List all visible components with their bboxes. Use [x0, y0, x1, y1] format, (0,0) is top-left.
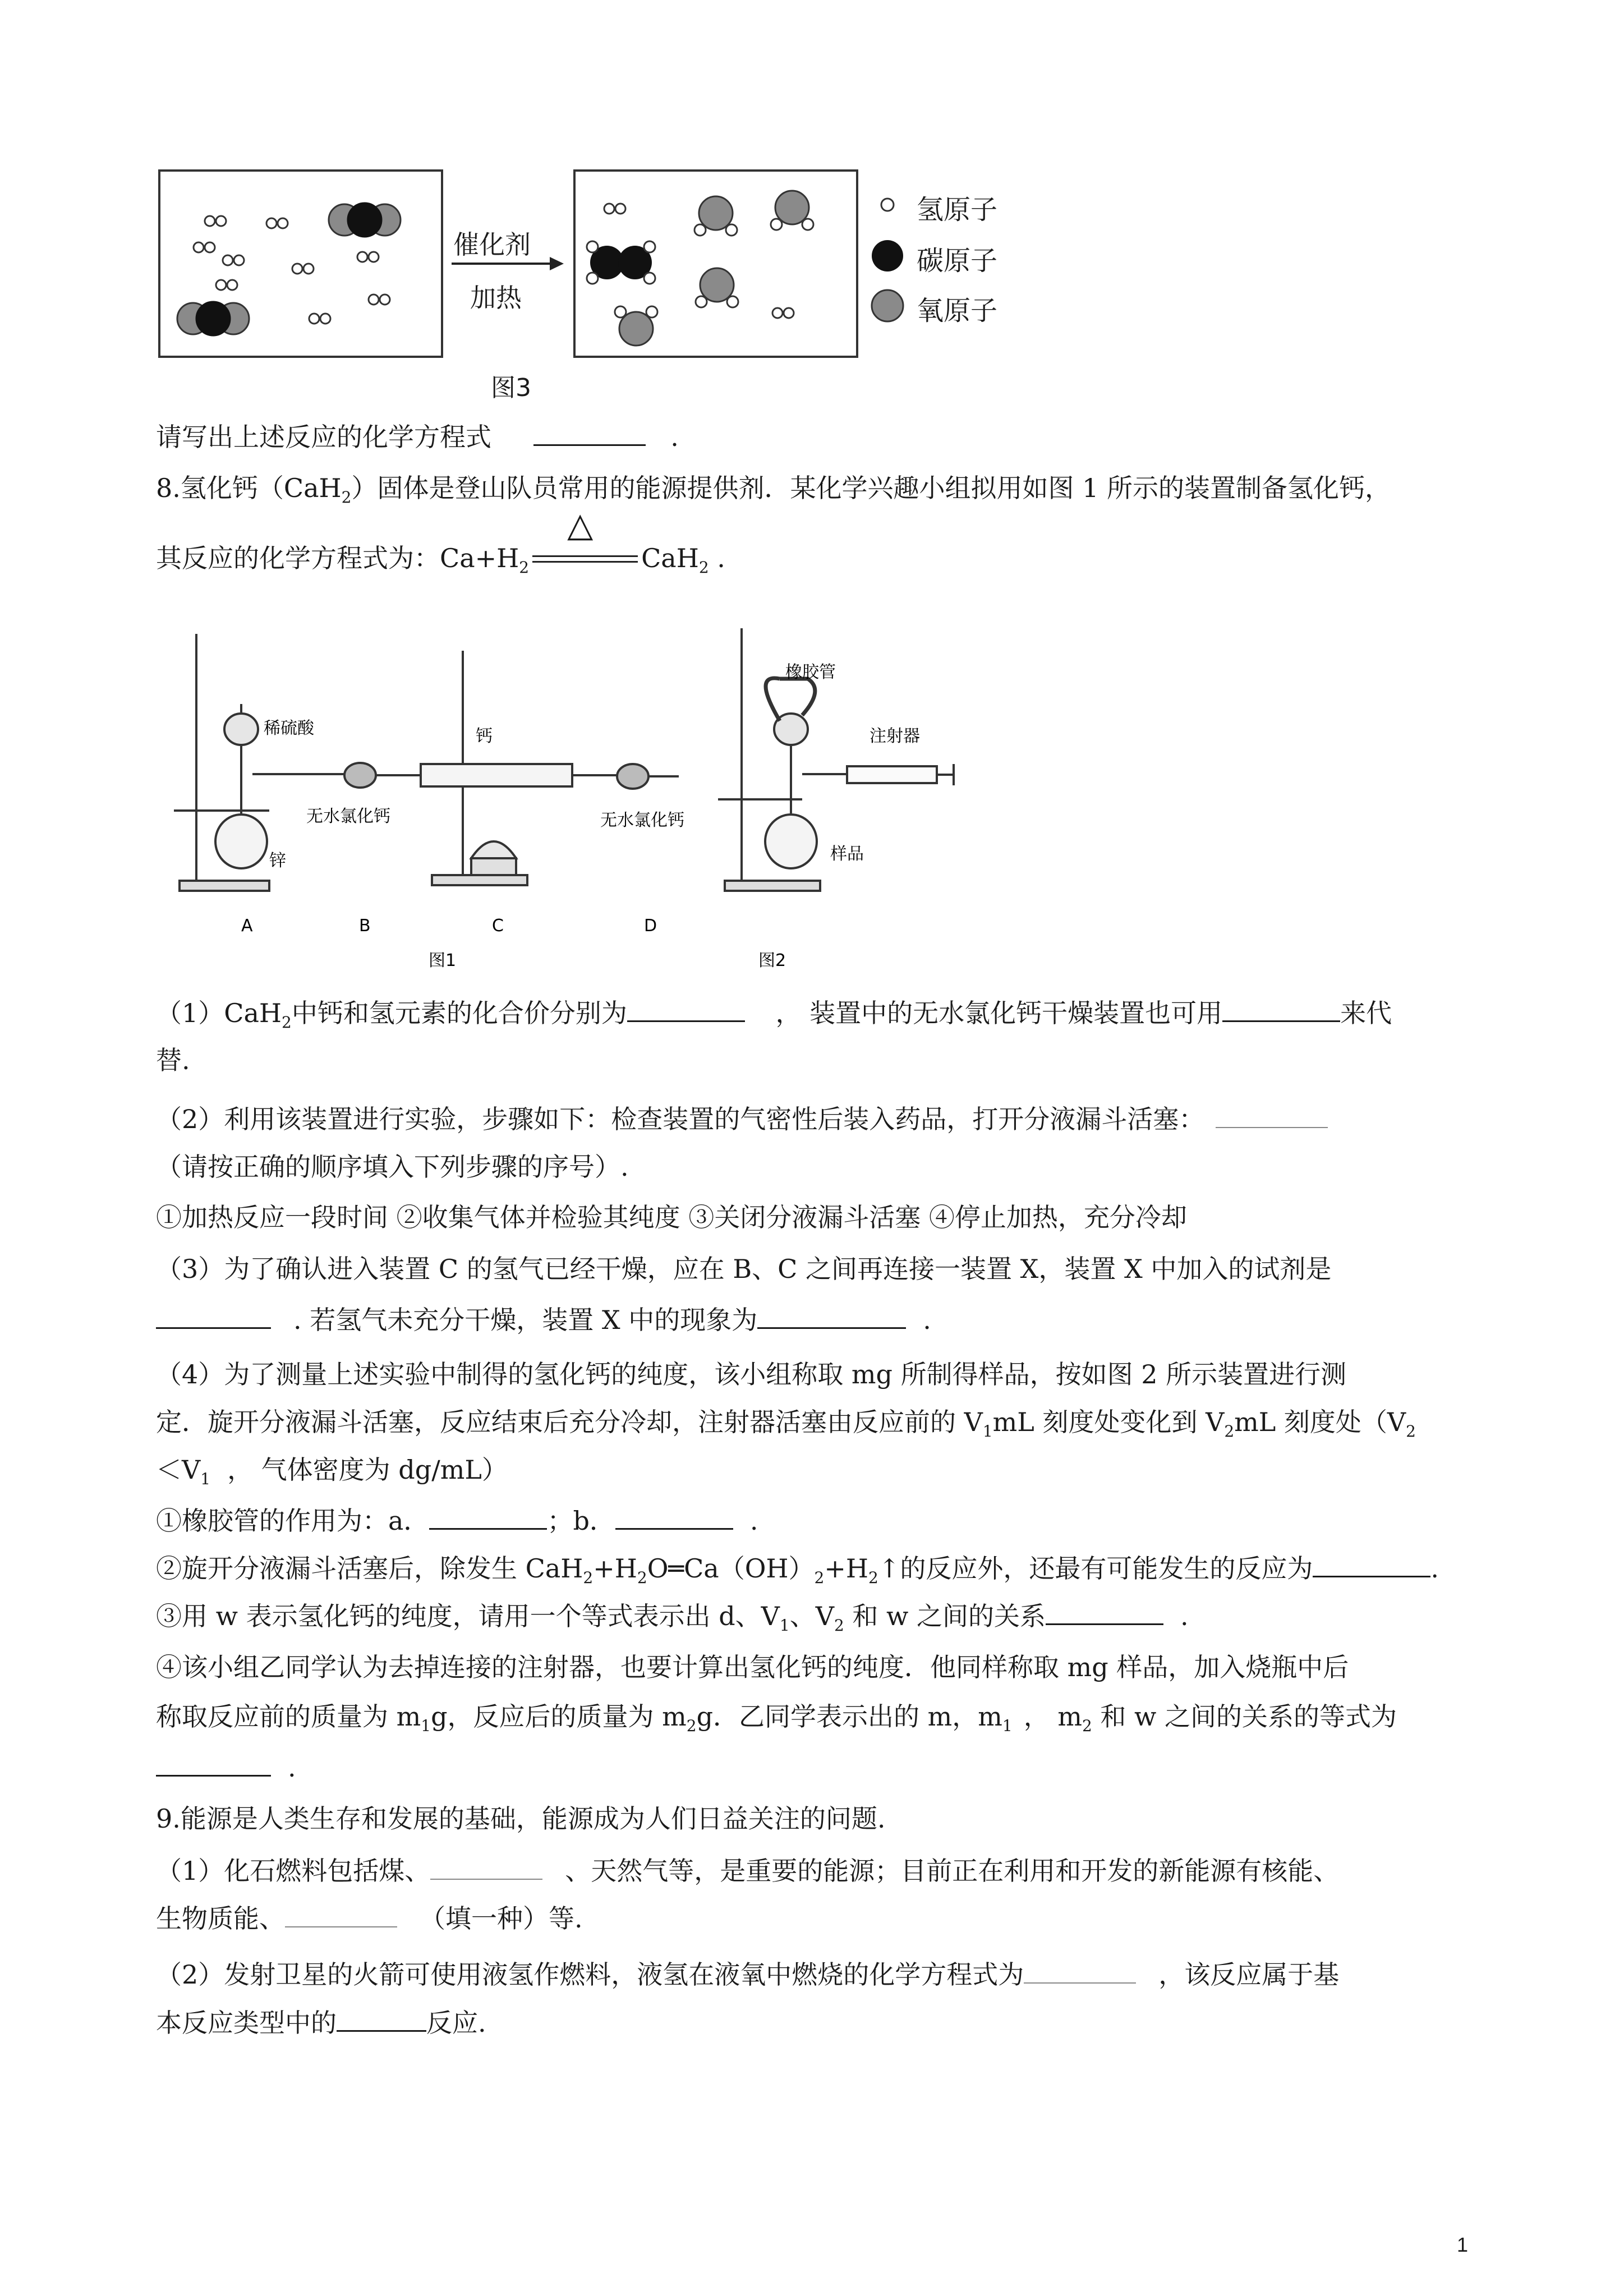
- q8-part4-line3: $<V_1$ ， 气体密度为 dg/mL）: [156, 1455, 508, 1488]
- arrow-label-catalyst: 催化剂: [453, 229, 531, 260]
- q8-p4-blank-relation[interactable]: [1046, 1599, 1163, 1625]
- label-zinc: 锌: [269, 851, 286, 871]
- legend-symbols: [867, 188, 912, 323]
- label-syringe: 注射器: [869, 726, 920, 746]
- q8-p4-blank-a[interactable]: [429, 1503, 547, 1530]
- label-rubber-tube: 橡胶管: [785, 662, 836, 682]
- arrow-label-heat: 加热: [470, 283, 522, 313]
- product-molecules: [576, 172, 856, 356]
- q8-intro-2: 其反应的化学方程式为：$Ca+H_2$ △ CaH$_2$ .: [156, 505, 725, 577]
- legend-hydrogen-label: 氢原子: [917, 194, 998, 226]
- q9-p1-blank-new-energy[interactable]: [285, 1902, 397, 1927]
- legend-carbon-label: 碳原子: [917, 245, 998, 277]
- label-cacl2-d: 无水氯化钙: [600, 811, 684, 830]
- apparatus-figure: [157, 617, 976, 976]
- q8-p4-blank-mass-equation[interactable]: [156, 1750, 271, 1777]
- heat-triangle-symbol: △: [567, 505, 594, 545]
- q8-p2-blank-order[interactable]: [1216, 1102, 1328, 1128]
- label-sample: 样品: [830, 844, 864, 864]
- q8-part3-line2: . 若氢气未充分干燥，装置 X 中的现象为 .: [156, 1303, 931, 1337]
- q8-part4-sub2: ②旋开分液漏斗活塞后，除发生 $CaH_2+H_2O═Ca(OH)_2+H_2↑$的反应外，还最有可能发生的反应为 .: [156, 1551, 1439, 1585]
- label-cacl2-b: 无水氯化钙: [306, 807, 390, 826]
- q9-part2-line1: （2）发射卫星的火箭可使用液氢作燃料，液氢在液氧中燃烧的化学方程式为 ，该反应属于基: [156, 1958, 1339, 1991]
- q8-part4-sub4-line1: ④该小组乙同学认为去掉连接的注射器，也要计算出氢化钙的纯度．他同样称取 mg 样品，加入烧瓶中后: [156, 1652, 1349, 1682]
- q9-p1-blank-fossil[interactable]: [430, 1854, 542, 1880]
- q9-part2-line2: 本反应类型中的 反应.: [156, 2005, 486, 2040]
- q8-part4-sub1: ①橡胶管的作用为：a． ；b． .: [156, 1503, 758, 1538]
- products-box: [573, 169, 858, 358]
- page-number: 1: [1456, 2233, 1468, 2256]
- q9-p2-blank-equation[interactable]: [1024, 1958, 1136, 1984]
- q8-p1-blank-substitute[interactable]: [1222, 996, 1340, 1022]
- reactant-molecules: [160, 172, 441, 356]
- q8-part4-sub3: ③用 w 表示氢化钙的纯度，请用一个等式表示出 d、$V_1$、$V_2$ 和 w 之间的关系 .: [156, 1599, 1189, 1633]
- q8-part4-line2: 定．旋开分液漏斗活塞，反应结束后充分冷却，注射器活塞由反应前的 $V_1mL$ 刻度处变化到 $V_2mL$ 刻度处（$V_2$: [156, 1407, 1416, 1441]
- q8-part3-line1: （3）为了确认进入装置 C 的氢气已经干燥，应在 B、C 之间再连接一装置 X，装置 X 中加入的试剂是: [156, 1254, 1332, 1284]
- q8-part4-sub4-line2: 称取反应前的质量为 $m_1g$，反应后的质量为 $m_2g$．乙同学表示出的 m，$m_1$ ， $m_2$ 和 w 之间的关系的等式为: [156, 1701, 1397, 1735]
- label-dilute-acid: 稀硫酸: [264, 719, 314, 738]
- q8-p4-blank-side-reaction[interactable]: [1313, 1551, 1430, 1577]
- q8-part4-sub4-line3: .: [156, 1750, 296, 1784]
- label-fig1: 图1: [429, 951, 457, 970]
- reactants-box: [158, 169, 443, 358]
- q8-part2-steps: ①加热反应一段时间 ②收集气体并检验其纯度 ③关闭分液漏斗活塞 ④停止加热，充分冷却: [156, 1202, 1187, 1232]
- reaction-arrow: [449, 252, 567, 275]
- label-C: C: [492, 916, 504, 936]
- label-A: A: [241, 916, 253, 936]
- q8-part1-line2: 替.: [156, 1045, 190, 1075]
- q7-answer-line: 请写出上述反应的化学方程式 .: [156, 420, 679, 454]
- q8-p4-blank-b[interactable]: [615, 1503, 733, 1530]
- q8-part1-line1: （1）CaH$_2$中钙和氢元素的化合价分别为 ， 装置中的无水氯化钙干燥装置也可用 来代: [156, 996, 1392, 1030]
- q8-p3-blank-phenomenon[interactable]: [757, 1303, 906, 1329]
- label-calcium: 钙: [476, 726, 493, 746]
- q9-part1-line1: （1）化石燃料包括煤、 、天然气等，是重要的能源；目前正在利用和开发的新能源有核能、: [156, 1854, 1339, 1888]
- label-D: D: [644, 916, 657, 936]
- q9-intro: 9.能源是人类生存和发展的基础，能源成为人们日益关注的问题.: [156, 1803, 886, 1834]
- figure-3-caption: 图3: [491, 374, 531, 402]
- label-B: B: [359, 916, 371, 936]
- q7-blank[interactable]: [533, 420, 646, 446]
- q8-part2-line1: （2）利用该装置进行实验，步骤如下：检查装置的气密性后装入药品，打开分液漏斗活塞：: [156, 1102, 1328, 1136]
- q8-p3-blank-reagent[interactable]: [156, 1303, 271, 1329]
- label-fig2: 图2: [758, 951, 786, 970]
- q8-part4-line1: （4）为了测量上述实验中制得的氢化钙的纯度，该小组称取 mg 所制得样品，按如图 2 所示装置进行测: [156, 1359, 1347, 1389]
- legend-oxygen-label: 氧原子: [917, 295, 998, 326]
- q8-p1-blank-valence[interactable]: [627, 996, 745, 1022]
- q9-p2-blank-reaction-type[interactable]: [337, 2005, 426, 2032]
- q7-prompt: 请写出上述反应的化学方程式: [156, 422, 491, 452]
- q9-part1-line2: 生物质能、 （填一种）等.: [156, 1902, 583, 1935]
- q8-intro-1: 8.氢化钙（CaH$_2$）固体是登山队员常用的能源提供剂．某化学兴趣小组拟用如图 1 所示的装置制备氢化钙，: [156, 473, 1391, 507]
- q8-part2-line2: （请按正确的顺序填入下列步骤的序号）.: [156, 1152, 629, 1182]
- equation-condition: [529, 505, 641, 574]
